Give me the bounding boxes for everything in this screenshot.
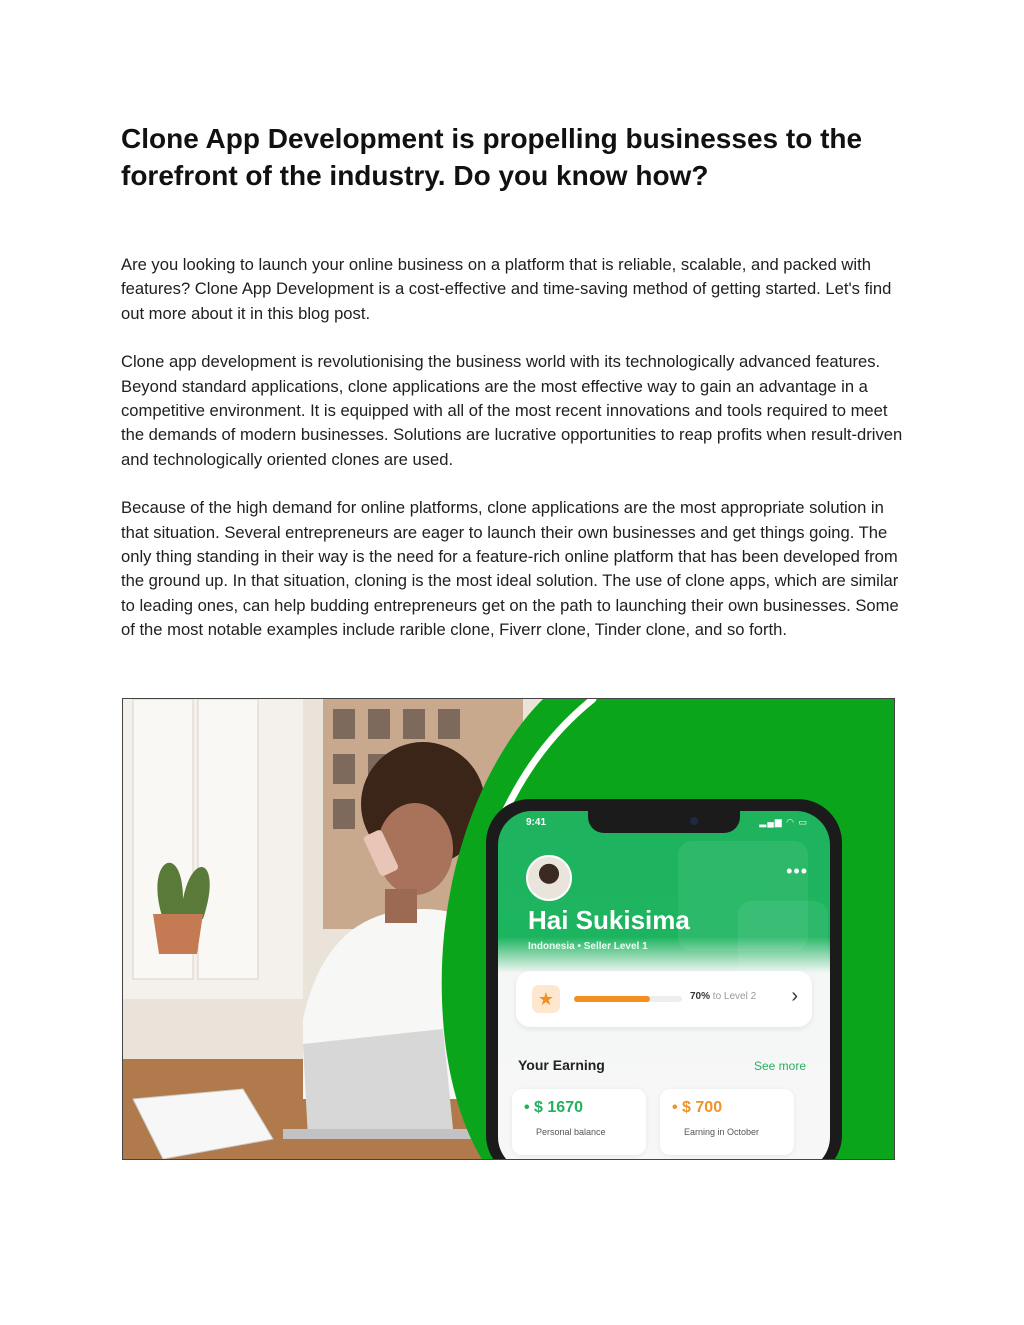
chevron-right-icon[interactable]: › — [791, 985, 798, 1007]
star-icon: ★ — [532, 985, 560, 1013]
paragraph-revolution: Clone app development is revolutionising the business world with its technologically advanced features. Beyond standard applications, clone applications are the most effective way to gain an advantage in a competitive environment. It is equipped with all of the most recent innovations and tools required to meet the demands of modern businesses. Solutions are lucrative opportunities to reap profits when result-driven and technologically oriented clones are used. — [121, 352, 903, 469]
user-name: Hai Sukisima — [528, 905, 690, 935]
camera-dot — [690, 817, 698, 825]
october-amount-value: $ 700 — [682, 1099, 723, 1116]
hero-image — [122, 698, 895, 1160]
level-progress-text — [690, 991, 756, 1002]
october-label: Earning in October — [684, 1127, 760, 1137]
october-amount: • $ 700 — [672, 1099, 723, 1116]
article-title: Clone App Development is propelling businesses to the forefront of the industry. Do you know how? — [121, 123, 863, 191]
phone-screen — [498, 811, 830, 1160]
paragraph-demand: Because of the high demand for online platforms, clone applications are the most appropriate solution in that situation. Several entrepreneurs are eager to launch their own businesses and get things going. The only thing standing in their way is the need for a feature-rich online platform that has been developed from the ground up. In that situation, cloning is the most ideal solution. The use of clone apps, which are similar to leading ones, can help budding entrepreneurs get on the path to launching their own businesses. Some of the most notable examples include rarible clone, Fiverr clone, Tinder clone, and so forth. — [121, 498, 899, 640]
october-earning-card[interactable] — [660, 1089, 794, 1155]
personal-amount: • $ 1670 — [524, 1099, 583, 1116]
earning-title: Your Earning — [518, 1057, 605, 1073]
smartphone-mockup — [486, 799, 842, 1160]
level-progress-card[interactable] — [516, 971, 812, 1027]
level-target: to Level 2 — [710, 991, 757, 1002]
signal-wifi-battery-icon: ▂▄▆ ◠ ▭ — [759, 817, 808, 827]
status-time: 9:41 — [526, 817, 547, 828]
see-more-link[interactable]: See more — [753, 1059, 806, 1073]
personal-balance-card[interactable] — [512, 1089, 646, 1155]
level-percent: 70% — [690, 991, 711, 1002]
level-progress-bar — [574, 996, 682, 1002]
personal-amount-value: $ 1670 — [534, 1099, 583, 1116]
phone-notch — [588, 811, 740, 833]
personal-label: Personal balance — [536, 1127, 606, 1137]
level-progress-fill — [574, 996, 650, 1002]
avatar[interactable] — [526, 855, 572, 901]
article — [121, 120, 911, 643]
paragraph-intro: Are you looking to launch your online business on a platform that is reliable, scalable, and packed with features? Clone App Development is a cost-effective and time-saving method of getting started. Let's find out more about it in this blog post. — [121, 255, 892, 323]
user-subtitle: Indonesia • Seller Level 1 — [528, 941, 648, 952]
more-options-icon[interactable]: ••• — [786, 861, 808, 881]
